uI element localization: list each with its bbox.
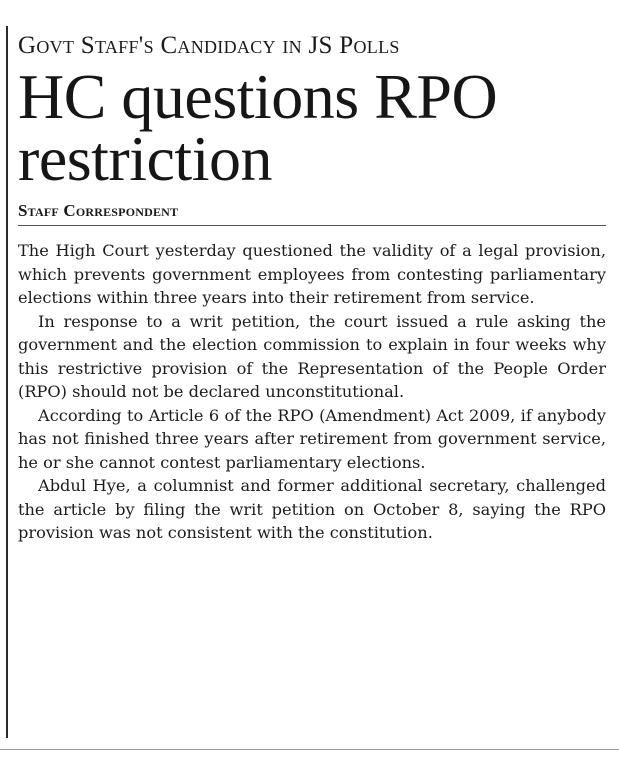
article-body: [18, 239, 606, 545]
article-byline: Staff Correspondent: [18, 200, 606, 226]
news-article: [18, 26, 606, 545]
article-paragraph: Abdul Hye, a columnist and former additional secretary, challenged the article by filing the writ petition on October 8, saying the RPO provision was not consistent with the constitution.: [18, 476, 606, 542]
column-left-rule: [6, 26, 8, 738]
article-paragraph: The High Court yesterday questioned the validity of a legal provision, which prevents government employees from contesting parliamentary elections within three years into their retirement from service.: [18, 241, 606, 307]
article-headline: HC questions RPO restriction: [18, 61, 498, 194]
article-paragraph: According to Article 6 of the RPO (Amendment) Act 2009, if anybody has not finished three years after retirement from government service, he or she cannot contest parliamentary elections.: [18, 405, 606, 472]
article-paragraph: In response to a writ petition, the court issued a rule asking the government and the election commission to explain in four weeks why this restrictive provision of the Representation of the People Order (RPO) should not be declared unconstitutional.: [18, 311, 606, 401]
article-kicker: Govt Staff's Candidacy in JS Polls: [18, 32, 400, 59]
page-bottom-rule: [0, 749, 619, 750]
